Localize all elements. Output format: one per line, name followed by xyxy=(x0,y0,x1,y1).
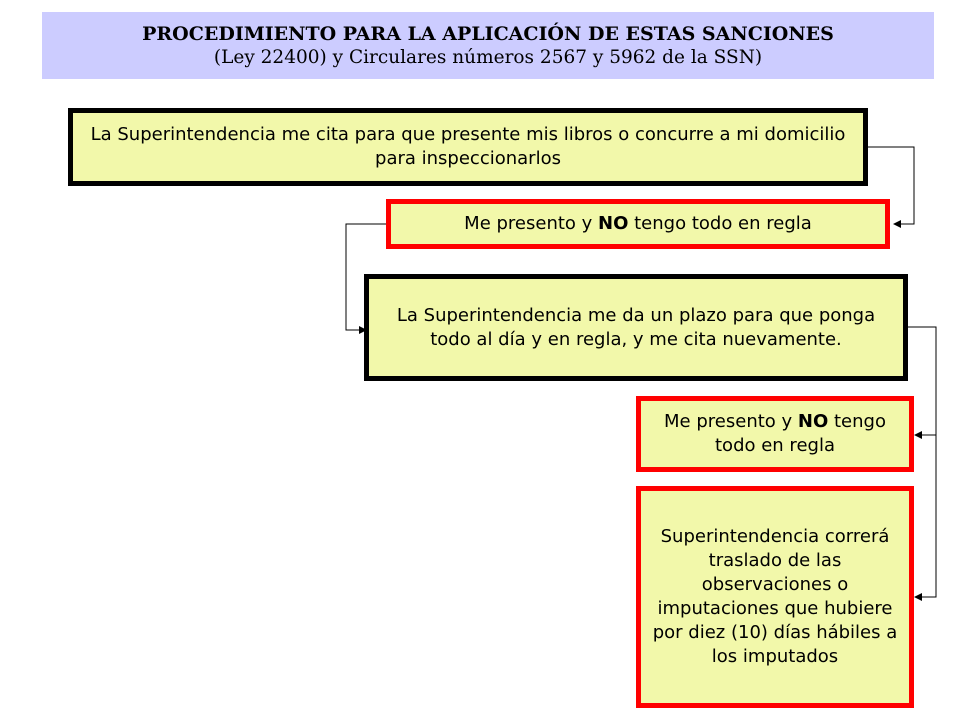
step-4-text-emph: NO xyxy=(797,411,829,432)
page-subtitle: (Ley 22400) y Circulares números 2567 y 5962 de la SSN) xyxy=(213,46,763,68)
step-5-transfer-box xyxy=(636,486,914,708)
step-4-text-pre: Me presento y xyxy=(664,411,798,432)
page-title: PROCEDIMIENTO PARA LA APLICACIÓN DE ESTAS SANCIONES xyxy=(142,22,834,45)
step-2-text-emph: NO xyxy=(598,213,629,234)
step-3-text: La Superintendencia me da un plazo para que ponga todo al día y en regla, y me cita nuevamente. xyxy=(396,304,876,350)
step-3-deadline-box xyxy=(364,274,908,381)
step-2-text-pre: Me presento y xyxy=(464,213,599,234)
step-2-text xyxy=(464,212,812,236)
step-1-text: La Superintendencia me cita para que presente mis libros o concurre a mi domicilio para inspeccionarlos xyxy=(90,124,846,169)
connector-step4-to-step5 xyxy=(915,435,936,597)
step-5-text: Superintendencia correrá traslado de las observaciones o imputaciones que hubiere por diez (10) días hábiles a los imputados xyxy=(652,526,898,667)
step-2-not-in-order-box xyxy=(386,199,890,249)
step-4-text-post: tengo todo en regla xyxy=(715,411,886,456)
step-1-citation-box xyxy=(68,108,868,186)
step-2-text-post: tengo todo en regla xyxy=(628,213,812,234)
step-4-text xyxy=(659,410,891,458)
step-4-not-in-order-box xyxy=(636,396,914,472)
